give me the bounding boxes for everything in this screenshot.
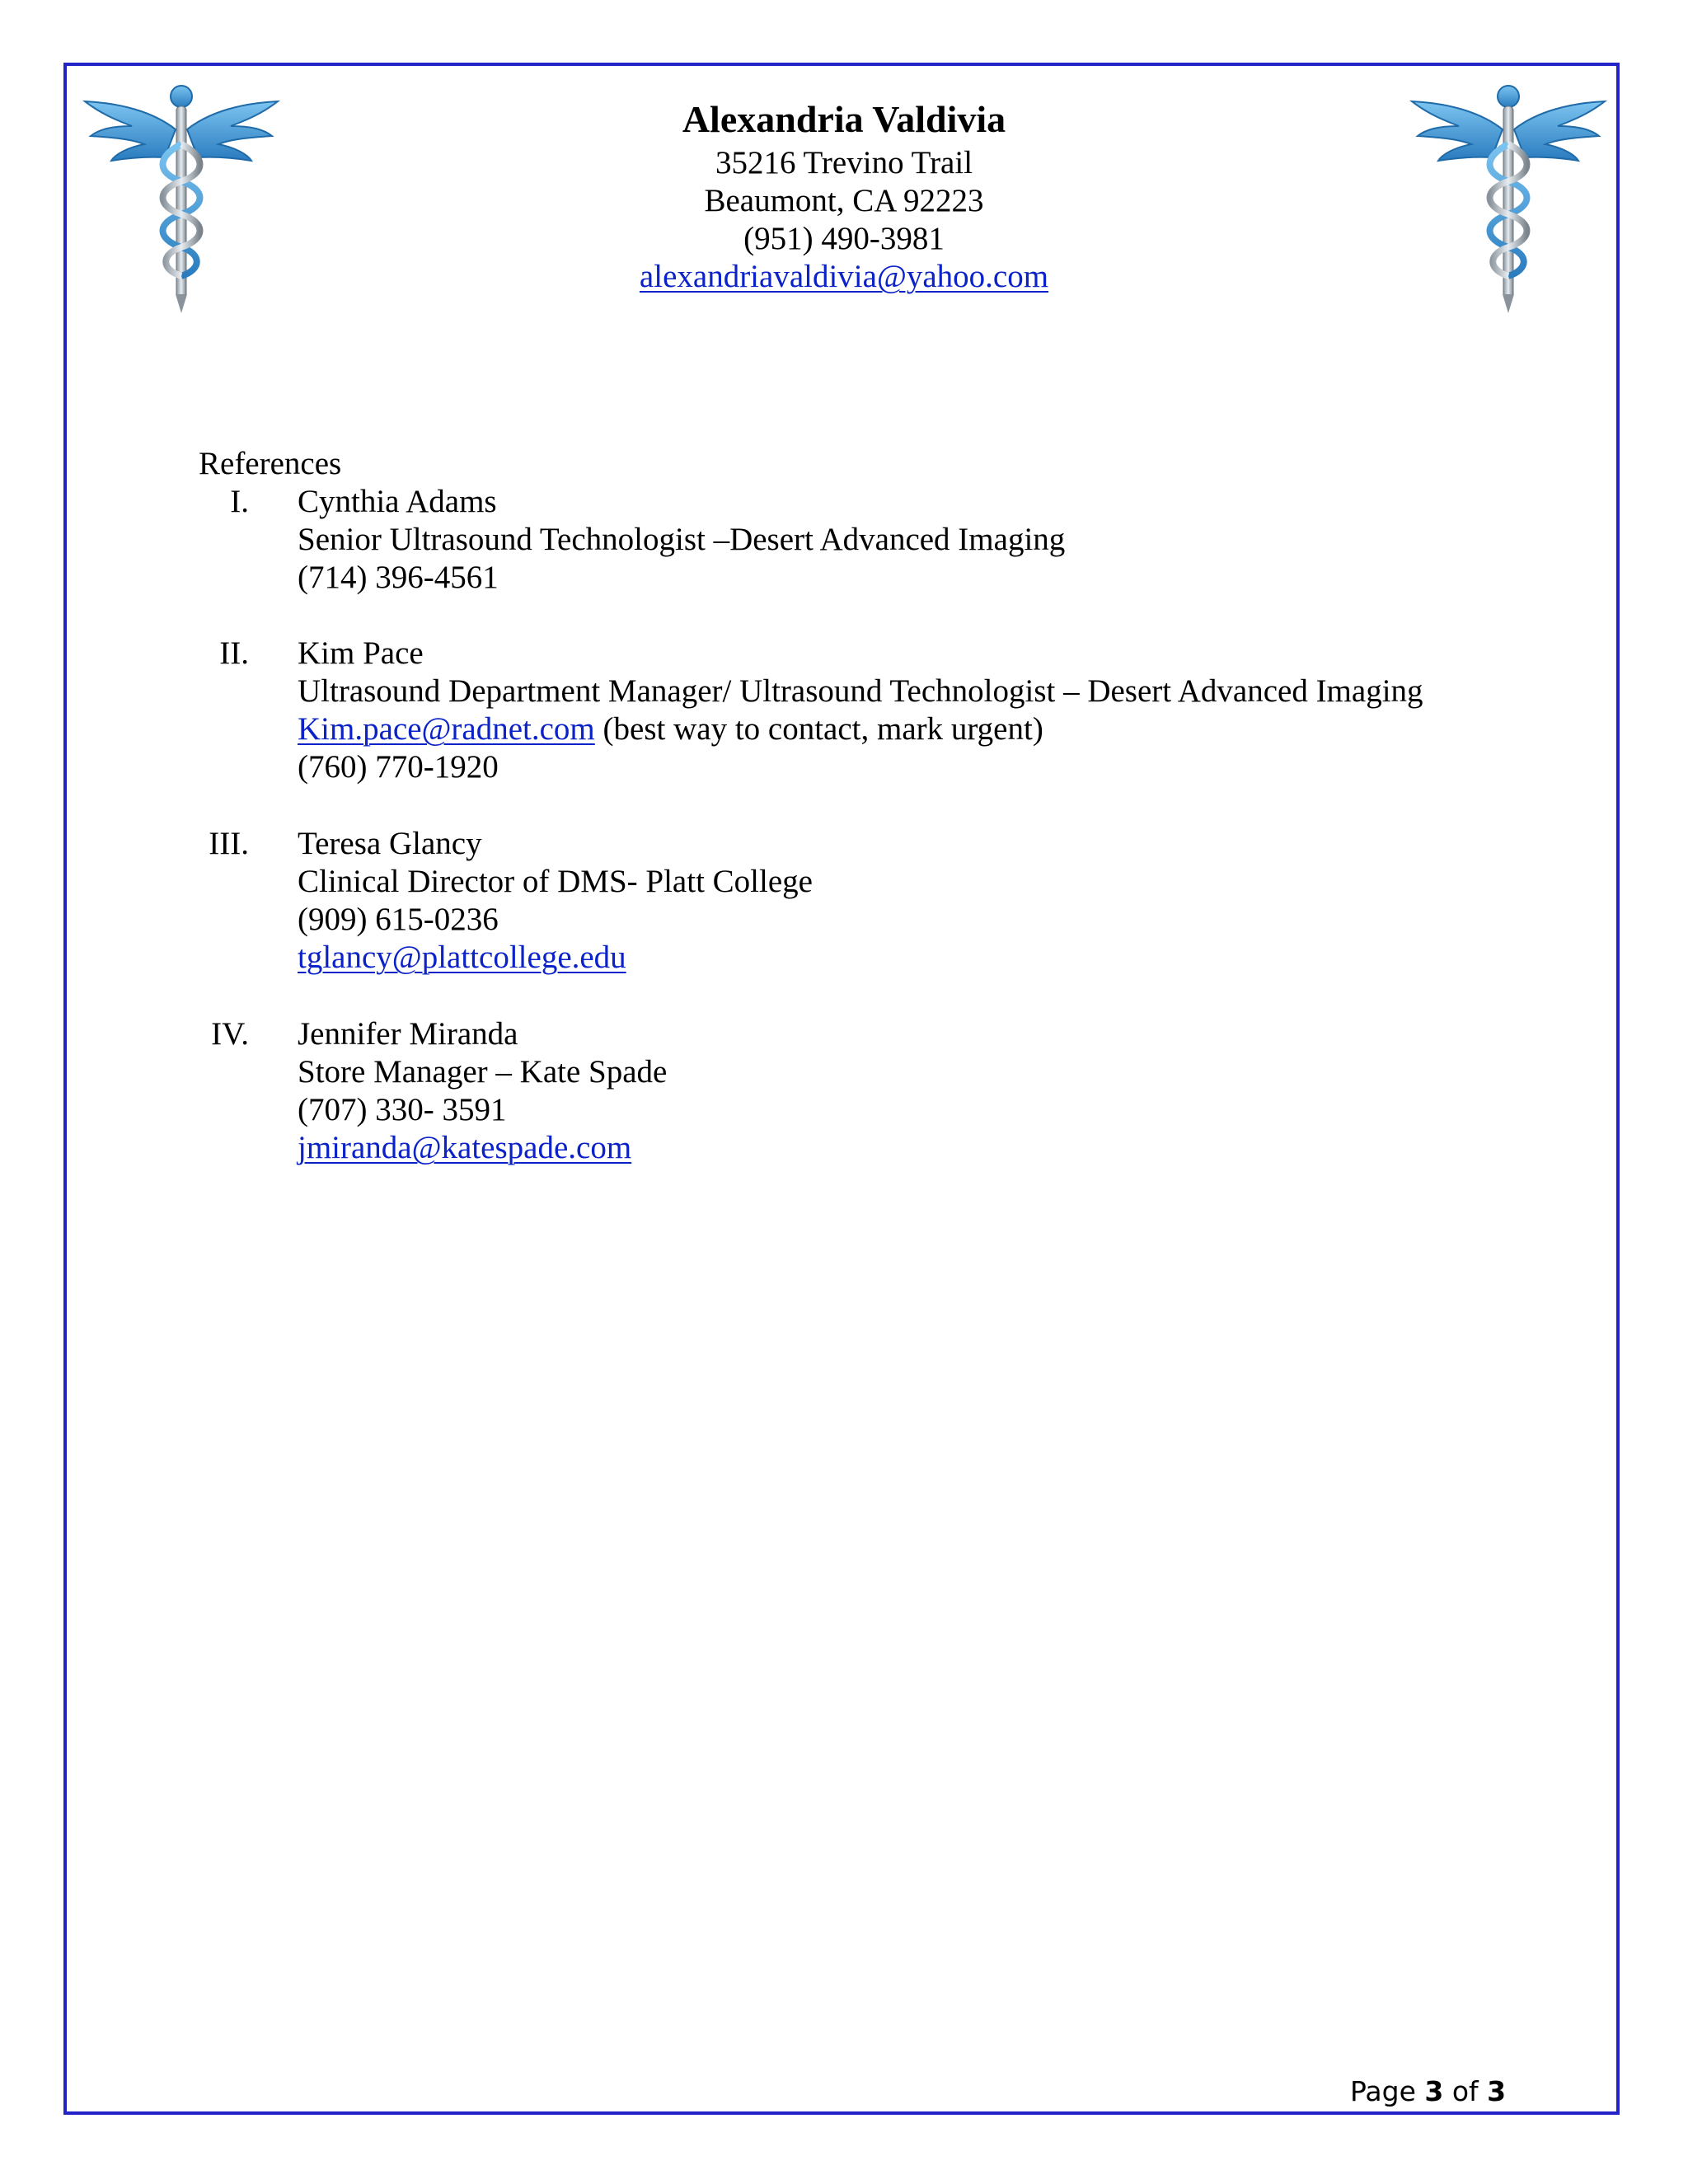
reference-phone: (760) 770-1920 — [298, 749, 499, 785]
reference-phone: (714) 396-4561 — [298, 560, 499, 595]
page-of: of — [1443, 2075, 1488, 2107]
reference-numeral: I. — [230, 484, 249, 519]
reference-title: Ultrasound Department Manager/ Ultrasound Technologist – Desert Advanced Imaging — [298, 673, 1423, 709]
references-heading: References — [199, 446, 342, 481]
reference-title: Store Manager – Kate Spade — [298, 1054, 668, 1090]
reference-title: Clinical Director of DMS- Platt College — [298, 864, 813, 899]
reference-email-link[interactable]: tglancy@plattcollege.edu — [298, 940, 626, 975]
letterhead — [0, 95, 1688, 296]
reference-numeral: II. — [219, 635, 249, 671]
reference-name: Teresa Glancy — [298, 826, 482, 861]
reference-phone: (707) 330- 3591 — [298, 1092, 507, 1127]
applicant-name: Alexandria Valdivia — [682, 98, 1006, 140]
address-line-2: Beaumont, CA 92223 — [704, 183, 984, 218]
phone-number: (951) 490-3981 — [743, 221, 945, 256]
email-link[interactable]: alexandriavaldivia@yahoo.com — [639, 259, 1049, 294]
reference-email-link[interactable]: Kim.pace@radnet.com — [298, 711, 595, 747]
reference-numeral: III. — [209, 826, 249, 861]
reference-email-note: (best way to contact, mark urgent) — [594, 711, 1043, 747]
reference-name: Kim Pace — [298, 635, 424, 671]
address-line-1: 35216 Trevino Trail — [715, 145, 973, 180]
reference-name: Jennifer Miranda — [298, 1016, 518, 1052]
page-prefix: Page — [1350, 2075, 1425, 2107]
page-number — [1350, 2075, 1506, 2108]
reference-name: Cynthia Adams — [298, 484, 497, 519]
reference-email-link[interactable]: jmiranda@katespade.com — [298, 1130, 632, 1165]
reference-title: Senior Ultrasound Technologist –Desert Advanced Imaging — [298, 522, 1066, 557]
page-current: 3 — [1424, 2075, 1444, 2107]
reference-phone: (909) 615-0236 — [298, 902, 499, 937]
reference-numeral: IV. — [211, 1016, 249, 1052]
page-total: 3 — [1487, 2075, 1507, 2107]
